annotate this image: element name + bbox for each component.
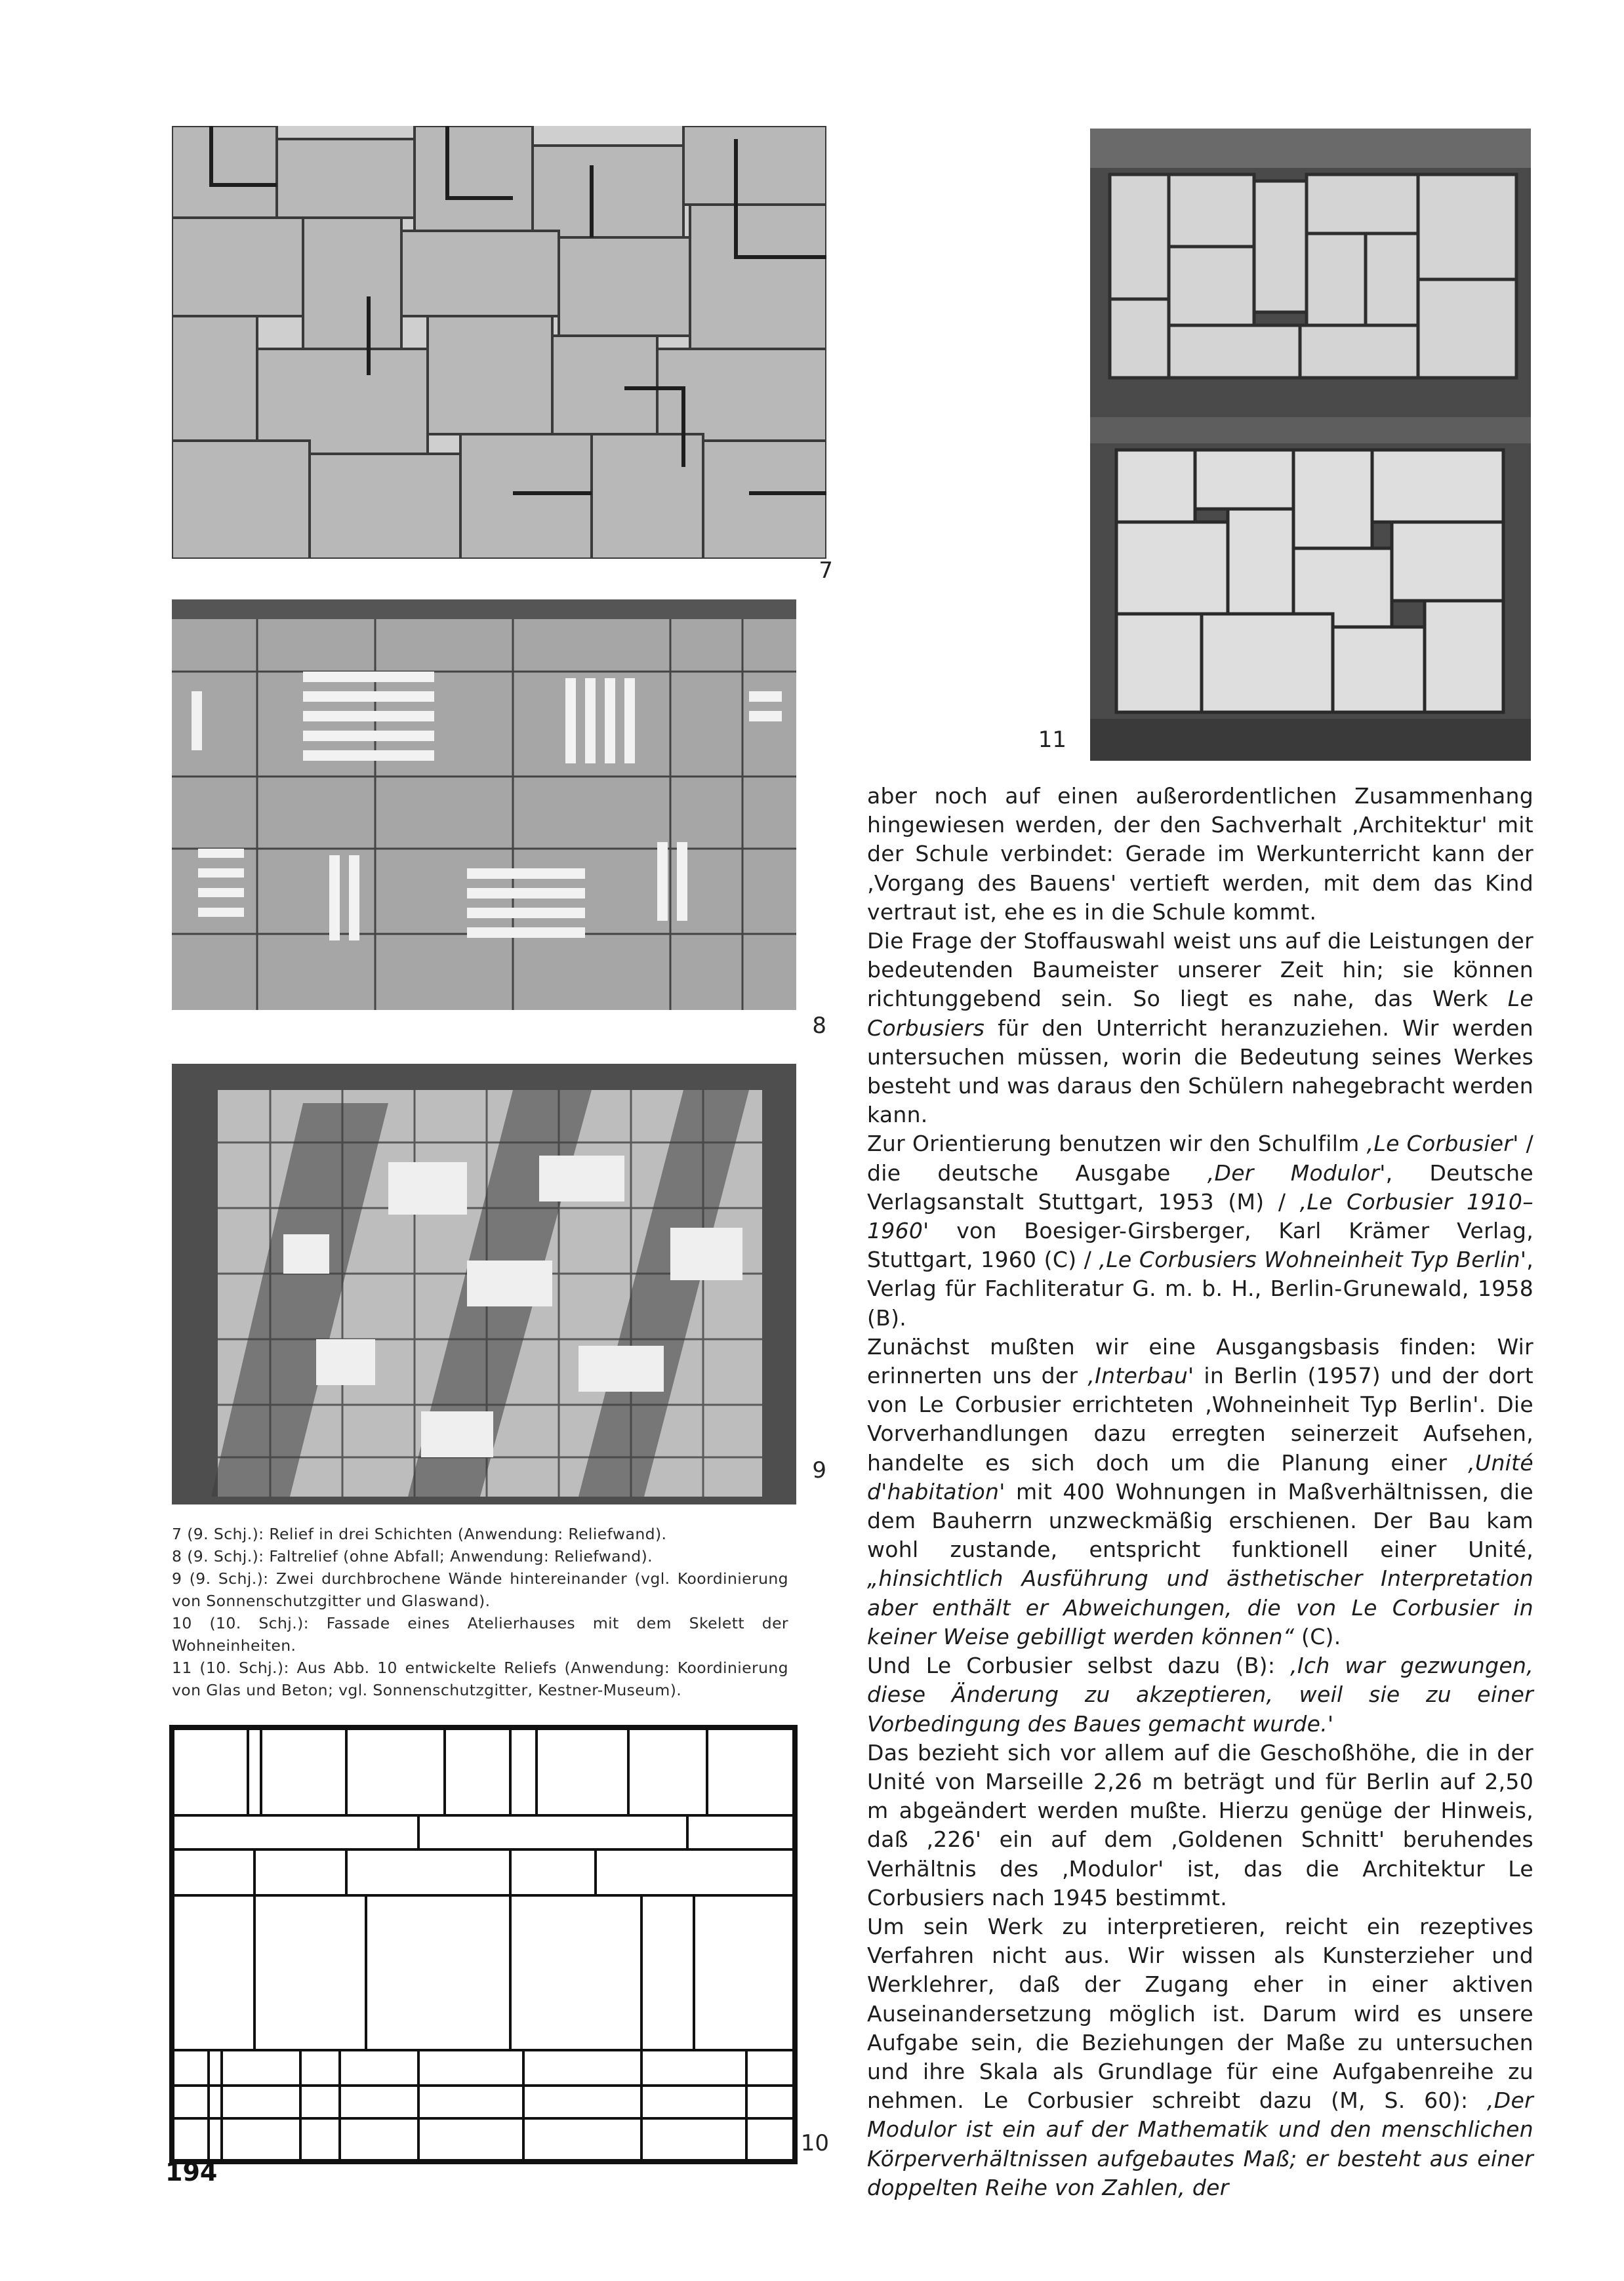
paragraph-6: Das bezieht sich vor allem auf die Geschoßhöhe, die in der Unité von Marseille 2,26 m beträgt und für Berlin auf 2,50 m abgeändert werden mußte. Hierzu genüge der Hinweis, daß ‚226' ein auf dem ‚Goldenen Schnitt' beruhendes Verhältnis des ‚Modulor' ist, das die Architektur Le Corbusiers nach 1945 bestimmt.: [867, 1739, 1533, 1910]
figure-11-number: 11: [1038, 727, 1066, 753]
figure-7-number: 7: [819, 557, 833, 584]
body-text: [867, 782, 1533, 2202]
figure-9-photo: [172, 1064, 796, 1504]
figure-10-number: 10: [800, 2130, 829, 2156]
figure-captions: [172, 1523, 788, 1701]
figure-8-number: 8: [812, 1013, 826, 1039]
figure-7-photo: [172, 126, 826, 559]
figure-9-number: 9: [812, 1457, 826, 1484]
paragraph-5: Und Le Corbusier selbst dazu (B): ‚Ich war gezwungen, diese Änderung zu akzeptieren, weil sie zu einer Vorbedingung des Baues gemacht wurde.': [867, 1653, 1533, 1737]
caption-9: 9 (9. Schj.): Zwei durchbrochene Wände hintereinander (vgl. Koordinierung von Sonnenschutzgitter und Glaswand).: [172, 1569, 788, 1610]
paragraph-3: Zur Orientierung benutzen wir den Schulfilm ‚Le Corbusier' / die deutsche Ausgabe ‚Der Modulor', Deutsche Verlagsanstalt Stuttgart, 1953 (M) / ‚Le Corbusier 1910–1960' von Boesiger-Girsberger, Karl Krämer Verlag, Stuttgart, 1960 (C) / ‚Le Corbusiers Wohneinheit Typ Berlin', Verlag für Fachliteratur G. m. b. H., Berlin-Grunewald, 1958 (B).: [867, 1131, 1533, 1331]
page-number: 194: [165, 2158, 218, 2187]
paragraph-2: Die Frage der Stoffauswahl weist uns auf die Leistungen der bedeutenden Baumeister unserer Zeit hin; sie können richtunggebend sein. So liegt es nahe, das Werk Le Corbusiers für den Unterricht heranzuziehen. Wir werden untersuchen müssen, worin die Bedeutung seines Werkes besteht und was daraus den Schülern nahegebracht werden kann.: [867, 928, 1533, 1128]
paragraph-1: aber noch auf einen außerordentlichen Zusammenhang hingewiesen werden, der den Sachverhalt ‚Architektur' mit der Schule verbindet: Gerade im Werkunterricht kann der ‚Vorgang des Bauens' vertieft werden, mit dem das Kind vertraut ist, ehe es in die Schule kommt.: [867, 783, 1533, 925]
figure-11-photo: [1090, 129, 1531, 761]
caption-10: 10 (10. Schj.): Fassade eines Atelierhauses mit dem Skelett der Wohneinheiten.: [172, 1614, 788, 1655]
caption-11: 11 (10. Schj.): Aus Abb. 10 entwickelte Reliefs (Anwendung: Koordinierung von Glas und Beton; vgl. Sonnenschutzgitter, Kestner-Museum).: [172, 1659, 788, 1699]
paragraph-7: Um sein Werk zu interpretieren, reicht ein rezeptives Verfahren nicht aus. Wir wissen als Kunsterzieher und Werklehrer, daß der Zugang eher in einer aktiven Auseinandersetzung möglich ist. Darum wird es unsere Aufgabe sein, die Beziehungen der Maße zu untersuchen und ihre Skala als Grundlage für eine Aufgabenreihe zu nehmen. Le Corbusier schreibt dazu (M, S. 60): ‚Der Modulor ist ein auf der Mathematik und den menschlichen Körperverhältnissen aufgebautes Maß; er besteht aus einer doppelten Reihe von Zahlen, der: [867, 1913, 1533, 2200]
caption-8: 8 (9. Schj.): Faltrelief (ohne Abfall; Anwendung: Reliefwand).: [172, 1547, 653, 1565]
paragraph-4: Zunächst mußten wir eine Ausgangsbasis finden: Wir erinnerten uns der ‚Interbau' in Berlin (1957) und der dort von Le Corbusier errichteten ‚Wohneinheit Typ Berlin'. Die Vorverhandlungen dazu erregten seinerzeit Aufsehen, handelte es sich doch um die Planung einer ‚Unité d'habitation' mit 400 Wohnungen in Maßverhältnissen, die dem Bauherrn unzweckmäßig erschienen. Der Bau kam wohl zustande, entspricht funktionell einer Unité, „hinsichtlich Ausführung und ästhetischer Interpretation aber enthält er Abweichungen, die von Le Corbusier in keiner Weise gebilligt werden können“ (C).: [867, 1333, 1533, 1649]
figure-8-photo: [172, 599, 796, 1010]
caption-7: 7 (9. Schj.): Relief in drei Schichten (Anwendung: Reliefwand).: [172, 1525, 667, 1543]
figure-10-drawing: [169, 1725, 798, 2164]
